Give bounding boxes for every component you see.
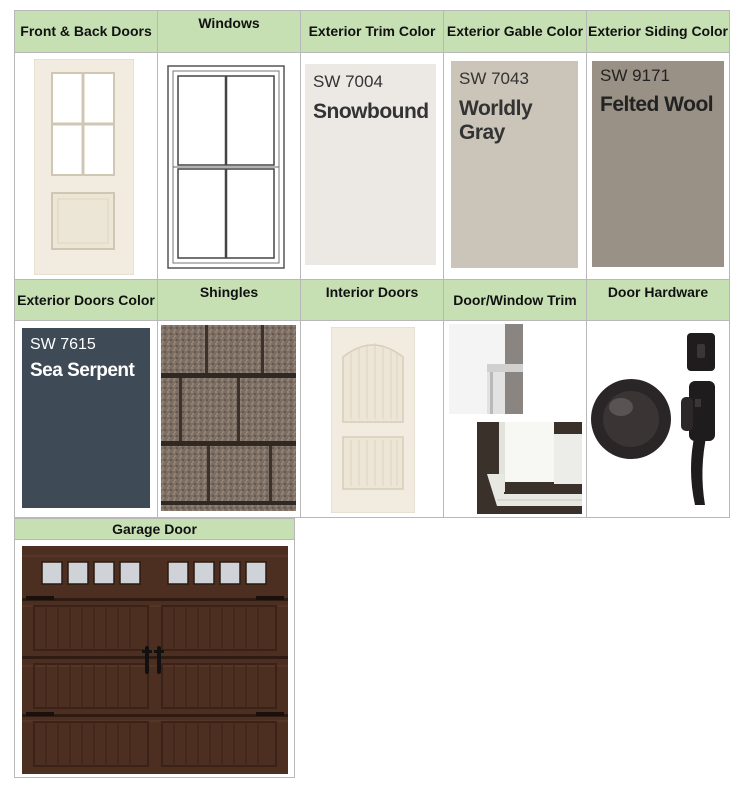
interior-doors-cell [301,321,444,518]
header-exterior-gable-color: Exterior Gable Color [444,11,587,53]
header-exterior-doors-color: Exterior Doors Color [15,280,158,321]
swatch-code: SW 7615 [30,336,96,353]
exterior-trim-cell [301,53,444,280]
swatch-sea-serpent [22,328,150,508]
swatch-name: Felted Wool [600,93,714,116]
exterior-gable-cell [444,53,587,280]
header-door-hardware: Door Hardware [587,280,730,321]
swatch-name: Snowbound [313,100,429,123]
swatch-name: Worldly Gray [459,97,533,144]
header-shingles: Shingles [158,280,301,321]
selection-grid [14,10,730,518]
door-hardware-cell [587,321,730,518]
swatch-code: SW 9171 [600,66,670,85]
garage-door-table [14,518,295,778]
shingles-image [161,325,296,511]
interior-door-image [331,327,415,513]
swatch-snowbound [305,64,436,265]
garage-door-cell [15,540,295,778]
front-door-image [34,59,134,275]
header-interior-doors: Interior Doors [301,280,444,321]
exterior-siding-cell [587,53,730,280]
windows-cell [158,53,301,280]
door-window-trim-cell [444,321,587,518]
garage-door-image [22,546,288,774]
trim-image [449,324,582,514]
shingles-cell [158,321,301,518]
swatch-code: SW 7043 [459,69,529,88]
hardware-image [591,329,725,509]
front-back-door-cell [15,53,158,280]
window-image [167,65,285,269]
header-door-window-trim: Door/Window Trim [444,280,587,321]
swatch-name: Sea Serpent [30,360,135,381]
swatch-code: SW 7004 [313,72,383,91]
swatch-worldly-gray [451,61,578,268]
header-garage-door: Garage Door [15,519,295,540]
header-exterior-siding-color: Exterior Siding Color [587,11,730,53]
swatch-felted-wool [592,61,724,267]
header-exterior-trim-color: Exterior Trim Color [301,11,444,53]
header-front-back-doors: Front & Back Doors [15,11,158,53]
exterior-doors-color-cell [15,321,158,518]
header-windows: Windows [158,11,301,53]
